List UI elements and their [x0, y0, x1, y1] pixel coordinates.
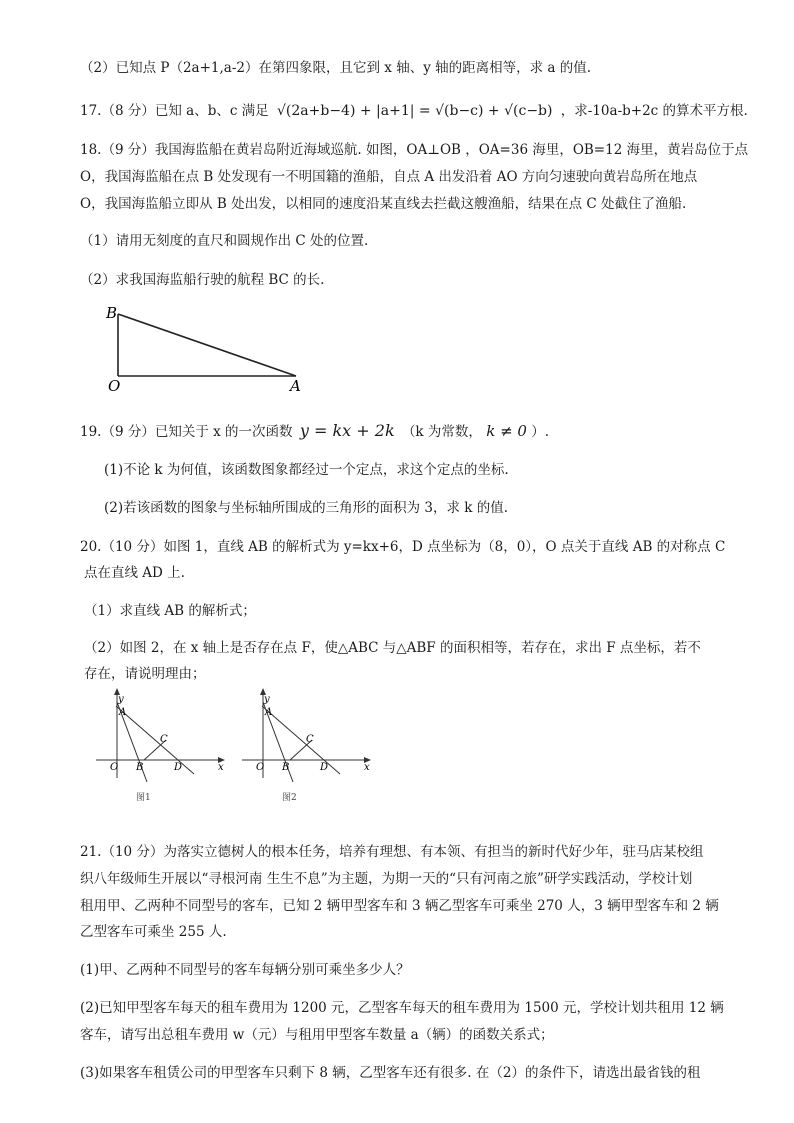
label-o: O [256, 762, 265, 773]
q19-suffix: ）. [531, 424, 550, 440]
label-b: B [282, 762, 290, 773]
q20-figure-2 [238, 686, 376, 808]
label-c: C [306, 734, 314, 745]
q21-line3: 租用甲、乙两种不同型号的客车，已知 2 辆甲型客车和 3 辆乙型客车可乘坐 270 人，3 辆甲型客车和 2 辆 [80, 898, 719, 914]
label-y: y [264, 694, 270, 705]
label-a: A [290, 377, 301, 392]
q21-line1: 21.（10 分）为落实立德树人的根本任务，培养有理想、有本领、有担当的新时代好少年，驻马店某校组 [80, 844, 704, 860]
q17-prefix: 17.（8 分）已知 a、b、c 满足 [80, 103, 269, 119]
q21-sub3: (3)如果客车租赁公司的甲型客车只剩下 8 辆，乙型客车还有很多. 在（2）的条件下，请选出最省钱的租 [80, 1065, 701, 1081]
label-x: x [364, 762, 370, 773]
label-x: x [218, 762, 224, 773]
segment-ab [118, 314, 296, 376]
label-o: O [110, 762, 119, 773]
q21-sub2-line1: (2)已知甲型客车每天的租车费用为 1200 元，乙型客车每天的租车费用为 1500 元，学校计划共租用 12 辆 [80, 1000, 724, 1016]
q19-sub2: (2)若该函数的图象与坐标轴所围成的三角形的面积为 3，求 k 的值. [104, 500, 509, 516]
q18-line1: 18.（9 分）我国海监船在黄岩岛附近海域巡航. 如图，OA⊥OB ，OA=36 海里，OB=12 海里，黄岩岛位于点 [80, 142, 749, 158]
q21-line4: 乙型客车可乘坐 255 人. [80, 924, 227, 940]
q19-prefix: 19.（9 分）已知关于 x 的一次函数 [80, 424, 293, 440]
q19-formula: y = kx + 2k [299, 421, 395, 440]
label-b: B [136, 762, 144, 773]
q16-part2: （2）已知点 P（2a+1,a-2）在第四象限，且它到 x 轴、y 轴的距离相等，求 a 的值. [80, 60, 592, 76]
label-o: O [108, 377, 121, 392]
q20-figure-1 [92, 686, 230, 808]
line-ad [116, 706, 194, 774]
q17-suffix: ，求-10a-b+2c 的算术平方根. [560, 103, 748, 119]
q18-line3: O，我国海监船立即从 B 处出发，以相同的速度沿某直线去拦截这艘渔船，结果在点 C 处截住了渔船. [80, 196, 687, 212]
line-ad [262, 706, 340, 774]
label-d: D [320, 762, 329, 773]
q20-line1: 20.（10 分）如图 1，直线 AB 的解析式为 y=kx+6，D 点坐标为（8，0），O 点关于直线 AB 的对称点 C [80, 539, 726, 555]
q21-sub2-line2: 客车，请写出总租车费用 w（元）与租用甲型客车数量 a（辆）的函数关系式； [80, 1027, 554, 1043]
q17 [80, 101, 748, 121]
label-c: C [160, 734, 168, 745]
q20-line2: 点在直线 AD 上. [84, 565, 185, 581]
label-d: D [174, 762, 183, 773]
figure-2-caption: 图2 [282, 793, 297, 803]
label-a: A [119, 707, 127, 718]
q18-sub1: （1）请用无刻度的直尺和圆规作出 C 处的位置. [80, 233, 369, 249]
q18-line2: O，我国海监船在点 B 处发现有一不明国籍的渔船，自点 A 出发沿着 AO 方向匀速驶向黄岩岛所在地点 [80, 169, 698, 185]
q19 [80, 421, 549, 442]
q21-line2: 织八年级师生开展以“寻根河南 生生不息”为主题，为期一天的“只有河南之旅”研学实践活动，学校计划 [80, 871, 693, 887]
q17-formula: √(2a+b−4) + |a+1| = √(b−c) + √(c−b) [276, 103, 553, 119]
label-b: B [106, 304, 118, 322]
q20-sub2-line2: 存在，请说明理由； [84, 666, 206, 682]
label-a: A [265, 707, 273, 718]
q21-sub1: (1)甲、乙两种不同型号的客车每辆分别可乘坐多少人？ [80, 962, 410, 978]
q20-sub1: （1）求直线 AB 的解析式； [84, 603, 256, 619]
q18-sub2: （2）求我国海监船行驶的航程 BC 的长. [80, 272, 325, 288]
q19-mid: （k 为常数， [401, 424, 482, 440]
q19-condition: k ≠ 0 [486, 422, 527, 440]
q20-sub2-line1: （2）如图 2，在 x 轴上是否存在点 F，使△ABC 与△ABF 的面积相等，若存在，求出 F 点坐标，若不 [84, 640, 701, 656]
label-y: y [118, 694, 124, 705]
q19-sub1: (1)不论 k 为何值，该函数图象都经过一个定点，求这个定点的坐标. [104, 462, 509, 478]
figure-1-caption: 图1 [136, 793, 151, 803]
q18-figure [100, 300, 310, 392]
